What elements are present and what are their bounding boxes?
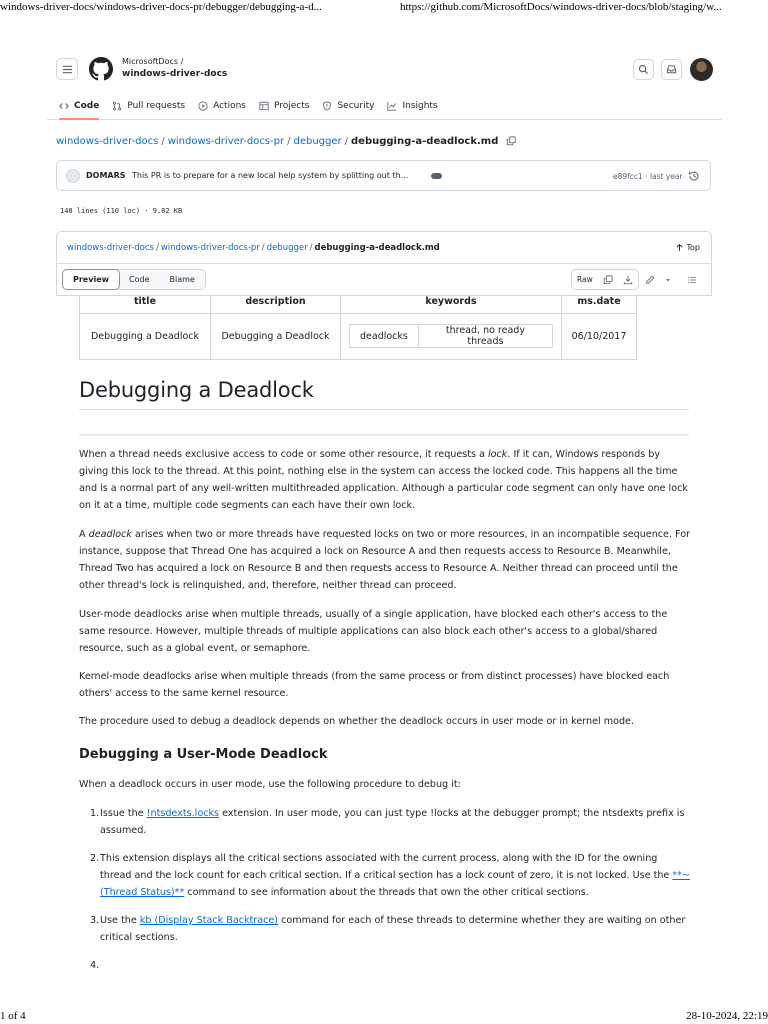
breadcrumb-current-file: debugging-a-deadlock.md bbox=[351, 136, 499, 147]
ntsdexts-locks-link[interactable]: !ntsdexts.locks bbox=[146, 808, 220, 819]
history-icon[interactable] bbox=[688, 170, 700, 182]
tab-pull-requests[interactable] bbox=[112, 96, 185, 116]
paragraph-deadlock: A deadlock arises when two or more threads have requested locks on two or more resources, in an incompatible sequence. For instance, suppose that Thread One has acquired a lock on Resource A and then requests access to Resource B. Meanwhile, Thread Two has acquired a lock on Resource B and then requests access to Resource A. Neither thread can proceed until the other thread's lock is relinquished, and, therefore, neither thread can proceed. bbox=[79, 529, 691, 591]
user-avatar[interactable] bbox=[690, 58, 713, 81]
breadcrumb-folder-link[interactable]: windows-driver-docs-pr bbox=[167, 136, 285, 147]
preview-button[interactable]: Preview bbox=[62, 269, 120, 290]
file-header bbox=[56, 231, 712, 296]
list-item: 2. This extension displays all the critical sections associated with the current process, along with the ID for the owning thread and the lock count for each critical section. If a critical section has a lock count of zero, it is not locked. Use the **~ (Thread Status)** command to see information about the threads that own the other critical sections. bbox=[90, 853, 691, 898]
raw-button[interactable]: Raw bbox=[577, 275, 593, 284]
graph-icon bbox=[387, 101, 397, 111]
expand-commit-icon[interactable] bbox=[431, 173, 442, 179]
commit-author-avatar[interactable] bbox=[66, 169, 80, 183]
procedure-steps bbox=[79, 805, 691, 974]
shield-icon bbox=[322, 101, 332, 111]
front-matter-table bbox=[79, 296, 637, 360]
raw-toolbar bbox=[571, 269, 639, 290]
table-header: ms.date bbox=[562, 296, 637, 313]
tab-projects[interactable] bbox=[259, 96, 309, 116]
thread-status-link[interactable]: **~ (Thread Status)** bbox=[100, 870, 691, 898]
code-icon bbox=[59, 101, 69, 111]
tab-projects-label: Projects bbox=[273, 101, 310, 111]
list-unordered-icon bbox=[687, 275, 697, 285]
triangle-down-icon bbox=[663, 275, 673, 285]
tab-insights-label: Insights bbox=[402, 101, 438, 111]
copy-icon bbox=[603, 275, 613, 285]
file-header-breadcrumb: windows-driver-docs / windows-driver-docs-pr / debugger / debugging-a-deadlock.md bbox=[67, 243, 440, 253]
download-icon bbox=[623, 275, 633, 285]
view-mode-toggle bbox=[62, 269, 206, 290]
print-header-title: windows-driver-docs/windows-driver-docs-pr/debugger/debugging-a-d... bbox=[0, 1, 322, 13]
github-header bbox=[47, 46, 722, 120]
commit-message[interactable]: This PR is to prepare for a new local help system by splitting out th... bbox=[132, 171, 409, 180]
top-button[interactable] bbox=[675, 243, 701, 252]
edit-dropdown-button[interactable] bbox=[657, 269, 678, 290]
list-item: 3. Use the kb (Display Stack Backtrace) command for each of these threads to determine whether they are waiting on other critical sections. bbox=[90, 915, 686, 943]
paragraph-procedure: The procedure used to debug a deadlock depends on whether the deadlock occurs in user mode or in kernel mode. bbox=[79, 716, 634, 727]
commit-author[interactable]: DOMARS bbox=[86, 171, 126, 180]
repo-owner-link[interactable]: MicrosoftDocs / bbox=[122, 57, 184, 66]
file-header-folder-link[interactable]: windows-driver-docs-pr bbox=[160, 243, 260, 253]
commit-sha-time[interactable]: e89fcc1 · last year bbox=[613, 172, 683, 181]
breadcrumb-repo-link[interactable]: windows-driver-docs bbox=[56, 136, 159, 147]
copy-path-icon[interactable] bbox=[506, 136, 516, 146]
table-cell-title: Debugging a Deadlock bbox=[80, 313, 211, 359]
table-cell-keywords bbox=[341, 313, 562, 359]
tab-actions[interactable] bbox=[198, 96, 246, 116]
search-button[interactable] bbox=[633, 59, 654, 80]
table-icon bbox=[259, 101, 269, 111]
paragraph-user-mode: User-mode deadlocks arise when multiple threads, usually of a single application, have blocked each other's access to the same resource. However, multiple threads of multiple applications can also block each other's access to a global/shared resource, such as a global event, or semaphore. bbox=[79, 609, 668, 654]
code-view-button[interactable]: Code bbox=[129, 275, 150, 284]
tab-code-label: Code bbox=[74, 101, 100, 111]
download-button[interactable] bbox=[618, 270, 638, 289]
horizontal-rule bbox=[79, 434, 689, 436]
print-timestamp: 28-10-2024, 22:19 bbox=[686, 1010, 768, 1022]
latest-commit-box bbox=[56, 160, 711, 191]
table-header: title bbox=[80, 296, 211, 313]
table-header: description bbox=[211, 296, 341, 313]
file-header-subfolder-link[interactable]: debugger bbox=[266, 243, 308, 253]
list-item: 4. bbox=[90, 960, 100, 971]
kb-backtrace-link[interactable]: kb (Display Stack Backtrace) bbox=[139, 915, 279, 926]
page-title: Debugging a Deadlock bbox=[79, 378, 689, 410]
paragraph-locks: When a thread needs exclusive access to code or some other resource, it requests a lock. If it can, Windows responds by giving this lock to the thread. At this point, nothing else in the system can access the locked code. This happens all the time and is a normal part of any well-written multithreaded application. Although a particular code segment can only have one lock on it at a time, multiple code segments can each have their own lock. bbox=[79, 449, 688, 511]
file-line-info: 148 lines (110 loc) · 9.82 KB bbox=[60, 207, 183, 215]
print-footer bbox=[0, 1010, 768, 1024]
breadcrumb-subfolder-link[interactable]: debugger bbox=[293, 136, 342, 147]
search-icon bbox=[638, 64, 649, 75]
blame-button[interactable]: Blame bbox=[169, 275, 195, 284]
arrow-up-icon bbox=[675, 243, 684, 252]
play-icon bbox=[198, 101, 208, 111]
table-cell-date: 06/10/2017 bbox=[562, 313, 637, 359]
inbox-button[interactable] bbox=[661, 59, 682, 80]
tab-security[interactable] bbox=[322, 96, 374, 116]
paragraph-kernel-mode: Kernel-mode deadlocks arise when multiple threads (from the same process or from distinct processes) have blocked each others' access to the same kernel resource. bbox=[79, 671, 670, 699]
hamburger-icon bbox=[62, 64, 73, 75]
tab-pull-requests-label: Pull requests bbox=[127, 101, 186, 111]
table-header: keywords bbox=[341, 296, 562, 313]
list-item: 1. Issue the !ntsdexts.locks extension. In user mode, you can just type !locks at the debugger prompt; the ntsdexts prefix is assumed. bbox=[90, 808, 685, 836]
breadcrumb: windows-driver-docs / windows-driver-docs-pr / debugger / debugging-a-deadlock.md bbox=[56, 136, 516, 147]
github-logo-icon[interactable] bbox=[89, 57, 113, 81]
print-header bbox=[0, 0, 768, 16]
tab-actions-label: Actions bbox=[213, 101, 246, 111]
file-header-current-file: debugging-a-deadlock.md bbox=[314, 243, 440, 253]
outline-button[interactable] bbox=[681, 269, 702, 290]
keyword-cell: deadlocks bbox=[350, 325, 419, 348]
repo-name-link[interactable]: windows-driver-docs bbox=[122, 69, 228, 79]
inbox-icon bbox=[666, 64, 677, 75]
page-number: 1 of 4 bbox=[0, 1010, 26, 1022]
menu-button[interactable] bbox=[56, 58, 78, 80]
tab-insights[interactable] bbox=[387, 96, 437, 116]
keyword-cell: thread, no ready threads bbox=[418, 325, 552, 348]
top-label: Top bbox=[686, 243, 700, 252]
pencil-icon bbox=[645, 275, 655, 285]
file-header-repo-link[interactable]: windows-driver-docs bbox=[67, 243, 154, 253]
print-header-url: https://github.com/MicrosoftDocs/windows-driver-docs/blob/staging/w... bbox=[400, 1, 722, 13]
tab-code[interactable] bbox=[59, 96, 99, 116]
repo-nav bbox=[59, 96, 451, 120]
paragraph-intro-steps: When a deadlock occurs in user mode, use the following procedure to debug it: bbox=[79, 779, 461, 790]
keywords-table bbox=[349, 324, 553, 348]
tab-security-label: Security bbox=[337, 101, 375, 111]
copy-raw-button[interactable] bbox=[598, 270, 618, 289]
table-cell-description: Debugging a Deadlock bbox=[211, 313, 341, 359]
section-heading: Debugging a User-Mode Deadlock bbox=[79, 747, 328, 762]
pull-request-icon bbox=[112, 101, 122, 111]
